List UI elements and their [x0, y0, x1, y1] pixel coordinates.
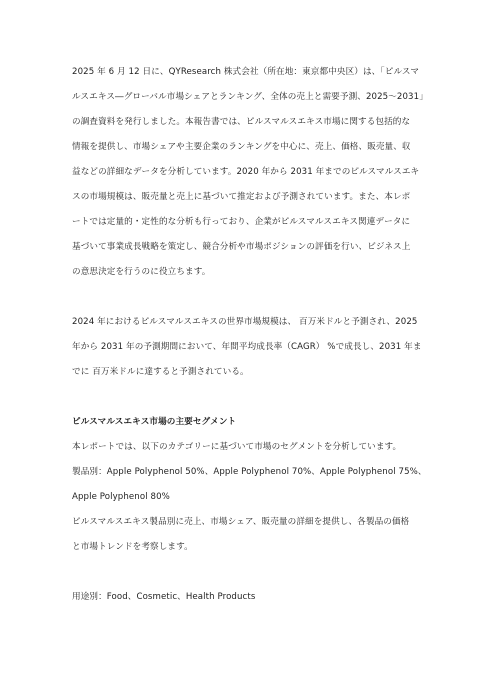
market-size-line: 年から 2031 年の予測期間において、年間平均成長率（CAGR） %で成長し、2031 年ま — [72, 342, 422, 352]
segment-heading: ピルスマルスエキス市場の主要セグメント — [72, 417, 237, 427]
intro-line: スの市場規模は、販売量と売上に基づいて推定および予測されています。また、本レポ — [72, 192, 411, 202]
segment-line: 本レポートでは、以下のカテゴリーに基づいて市場のセグメントを分析しています。 — [72, 442, 402, 452]
application-line: 用途別：Food、Cosmetic、Health Products — [72, 592, 256, 602]
intro-line: ートでは定量的・定性的な分析も行っており、企業がピルスマルスエキス関連データに — [72, 217, 411, 227]
intro-line: ルスエキス―グローバル市場シェアとランキング、全体の売上と需要予測、2025～2031」 — [72, 92, 428, 102]
intro-line: 基づいて事業成長戦略を策定し、競合分析や市場ポジションの評価を行い、ビジネス上 — [72, 242, 411, 252]
segment-line: ピルスマルスエキス製品別に売上、市場シェア、販売量の詳細を提供し、各製品の価格 — [72, 517, 410, 527]
segment-line: 製品別：Apple Polyphenol 50%、Apple Polyphenol 70%、Apple Polyphenol 75%、 — [72, 467, 427, 477]
segment-line: Apple Polyphenol 80% — [72, 492, 170, 502]
segment-line: と市場トレンドを考察します。 — [72, 542, 193, 552]
market-size-line: でに 百万米ドルに達すると予測されている。 — [72, 367, 249, 377]
intro-line: の調査資料を発行しました。本報告書では、ピルスマルスエキス市場に関する包括的な — [72, 117, 411, 127]
intro-line: 益などの詳細なデータを分析しています。2020 年から 2031 年までのピルスマルスエキ — [72, 167, 420, 177]
market-size-line: 2024 年におけるピルスマルスエキスの世界市場規模は、 百万米ドルと予測され、2025 — [72, 317, 418, 327]
intro-line: 2025 年 6 月 12 日に、QYResearch 株式会社（所在地：東京都中央区）は、「ピルスマ — [72, 67, 420, 77]
intro-line: 情報を提供し、市場シェアや主要企業のランキングを中心に、売上、価格、販売量、収 — [72, 142, 411, 152]
intro-line: の意思決定を行うのに役立ちます。 — [72, 267, 211, 277]
